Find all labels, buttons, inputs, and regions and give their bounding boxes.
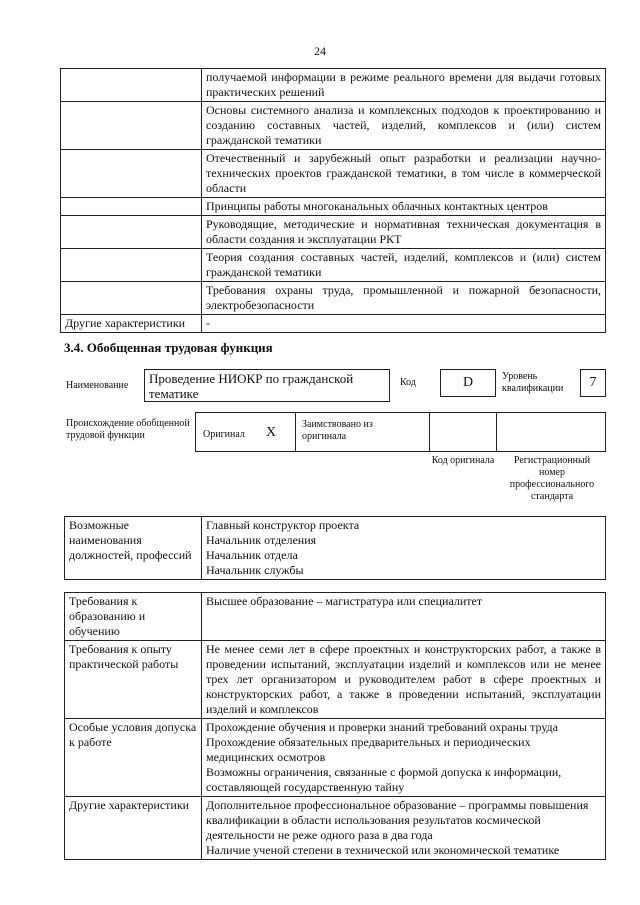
table-cell	[61, 249, 202, 282]
positions-label: Возможные наименования должностей, профессий	[65, 517, 202, 580]
original-label: Оригинал	[203, 429, 245, 440]
table-cell	[61, 198, 202, 216]
code-original-box	[429, 412, 497, 452]
borrowed-box	[295, 412, 430, 452]
code-value: D	[440, 369, 496, 397]
table-cell: Принципы работы многоканальных облачных контактных центров	[202, 198, 606, 216]
level-value: 7	[580, 369, 606, 397]
positions-table	[64, 516, 606, 580]
code-original-caption: Код оригинала	[431, 455, 495, 466]
requirement-value	[202, 719, 606, 797]
borrowed-label: Заимствовано из оригинала	[302, 419, 373, 442]
origin-label: Происхождение обобщенной трудовой функции	[66, 418, 190, 441]
requirement-value	[202, 641, 606, 719]
requirements-table	[64, 592, 606, 860]
requirement-label: Требования к опыту практической работы	[65, 641, 202, 719]
requirement-line: Наличие ученой степени в технической или экономической тематике	[206, 843, 560, 857]
list-item: Начальник службы	[206, 563, 304, 577]
table-cell: Другие характеристики	[61, 315, 202, 333]
requirement-line: Прохождение обучения и проверки знаний требований охраны труда	[206, 720, 558, 734]
table-cell: Основы системного анализа и комплексных подходов к проектированию и созданию составных частей, изделий, комплексов и (или) систем гражданской тематики	[202, 102, 606, 150]
requirement-label: Особые условия допуска к работе	[65, 719, 202, 797]
positions-list	[202, 517, 606, 580]
table-cell: Теория создания составных частей, изделий, комплексов и (или) систем гражданской тематики	[202, 249, 606, 282]
requirement-line: Высшее образование – магистратура или специалитет	[206, 594, 483, 608]
table-cell	[61, 69, 202, 102]
requirement-label: Другие характеристики	[65, 797, 202, 860]
requirement-line: Возможны ограничения, связанные с формой допуска к информации, составляющей государственную тайну	[206, 765, 562, 794]
original-mark: X	[266, 425, 277, 440]
requirement-label: Требования к образованию и обучению	[65, 593, 202, 641]
name-value: Проведение НИОКР по гражданской тематике	[144, 369, 390, 402]
table-cell: Руководящие, методические и нормативная техническая документация в области создания и эксплуатации РКТ	[202, 216, 606, 249]
original-box	[195, 412, 296, 452]
level-label: Уровень квалификации	[502, 371, 564, 394]
code-label: Код	[400, 377, 416, 388]
requirement-line: Не менее семи лет в сфере проектных и конструкторских работ, а также в проведении испытаний, эксплуатации изделий и комплексов или не менее трех лет организатором и руководителем работ в сфере проектных и конструкторских работ, а также в проведении испытаний, эксплуатации изделий и комплексов	[206, 642, 601, 716]
table-cell: получаемой информации в режиме реального времени для выдачи готовых практических решений	[202, 69, 606, 102]
requirement-value	[202, 593, 606, 641]
list-item: Начальник отделения	[206, 533, 317, 547]
list-item: Главный конструктор проекта	[206, 518, 360, 532]
requirement-value	[202, 797, 606, 860]
table-cell	[61, 282, 202, 315]
table-cell: -	[202, 315, 606, 333]
table-cell: Отечественный и зарубежный опыт разработки и реализации научно-технических проектов гражданской тематики, в том числе в коммерческой области	[202, 150, 606, 198]
table-cell: Требования охраны труда, промышленной и пожарной безопасности, электробезопасности	[202, 282, 606, 315]
table-cell	[61, 102, 202, 150]
knowledge-table	[60, 68, 606, 333]
list-item: Начальник отдела	[206, 548, 298, 562]
reg-number-caption: Регистрационный номер профессионального стандарта	[509, 455, 595, 502]
table-cell	[61, 216, 202, 249]
requirement-line: Дополнительное профессиональное образование – программы повышения квалификации в области использования результатов космической деятельности не реже одного раза в два года	[206, 798, 589, 842]
name-label: Наименование	[66, 380, 129, 391]
table-cell	[61, 150, 202, 198]
requirement-line: Прохождение обязательных предварительных и периодических медицинских осмотров	[206, 735, 531, 764]
section-title: 3.4. Обобщенная трудовая функция	[64, 340, 273, 355]
reg-number-box	[496, 412, 606, 452]
page-number: 24	[314, 44, 326, 58]
